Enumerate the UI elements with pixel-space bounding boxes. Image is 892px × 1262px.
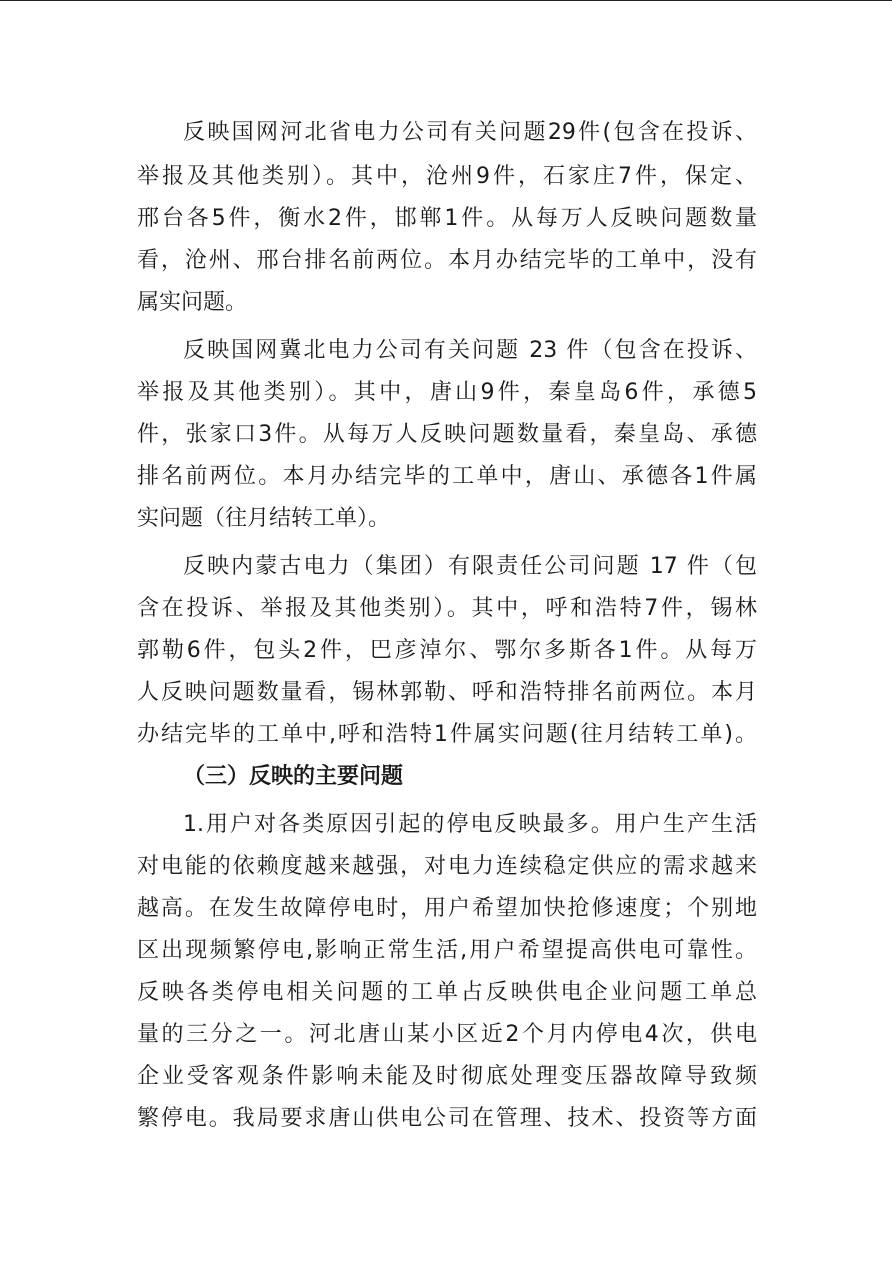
text-line: 反映国网河北省电力公司有关问题29件(包含在投诉、: [183, 120, 757, 145]
text-line: 反映内蒙古电力（集团）有限责任公司问题 17 件（包: [183, 554, 757, 579]
text-line: 含在投诉、举报及其他类别）。其中，呼和浩特7件，锡林: [137, 596, 757, 621]
text-line: 企业受客观条件影响未能及时彻底处理变压器故障导致频: [137, 1064, 757, 1089]
text-line: 1.用户对各类原因引起的停电反映最多。用户生产生活: [183, 812, 757, 837]
text-line: 量的三分之一。河北唐山某小区近2个月内停电4次，供电: [137, 1022, 757, 1047]
text-line: 反映国网冀北电力公司有关问题 23 件（包含在投诉、: [183, 338, 757, 363]
text-line: 繁停电。我局要求唐山供电公司在管理、技术、投资等方面: [137, 1106, 757, 1131]
text-line: 属实问题。: [137, 290, 248, 315]
text-line: 郭勒6件，包头2件，巴彦淖尔、鄂尔多斯各1件。从每万: [137, 638, 757, 663]
text-line: 件，张家口3件。从每万人反映问题数量看，秦皇岛、承德: [137, 422, 757, 447]
text-line: 区出现频繁停电,影响正常生活,用户希望提高供电可靠性。: [137, 938, 757, 963]
text-line: 邢台各5件，衡水2件，邯郸1件。从每万人反映问题数量: [137, 206, 757, 231]
text-line: 越高。在发生故障停电时，用户希望加快抢修速度；个别地: [137, 896, 757, 921]
text-line: 办结完毕的工单中,呼和浩特1件属实问题(往月结转工单)。: [137, 722, 757, 747]
text-line: 实问题（往月结转工单）。: [137, 506, 391, 531]
text-line: 反映各类停电相关问题的工单占反映供电企业问题工单总: [137, 980, 757, 1005]
text-line: 人反映问题数量看，锡林郭勒、呼和浩特排名前两位。本月: [137, 680, 757, 705]
text-line: 对电能的依赖度越来越强，对电力连续稳定供应的需求越来: [137, 854, 757, 879]
section-heading: （三）反映的主要问题: [183, 764, 404, 789]
text-line: 看，沧州、邢台排名前两位。本月办结完毕的工单中，没有: [137, 248, 757, 273]
text-line: 举报及其他类别）。其中，唐山9件，秦皇岛6件，承德5: [137, 380, 757, 405]
text-line: 排名前两位。本月办结完毕的工单中，唐山、承德各1件属: [137, 464, 757, 489]
text-line: 举报及其他类别）。其中，沧州9件，石家庄7件，保定、: [137, 164, 757, 189]
